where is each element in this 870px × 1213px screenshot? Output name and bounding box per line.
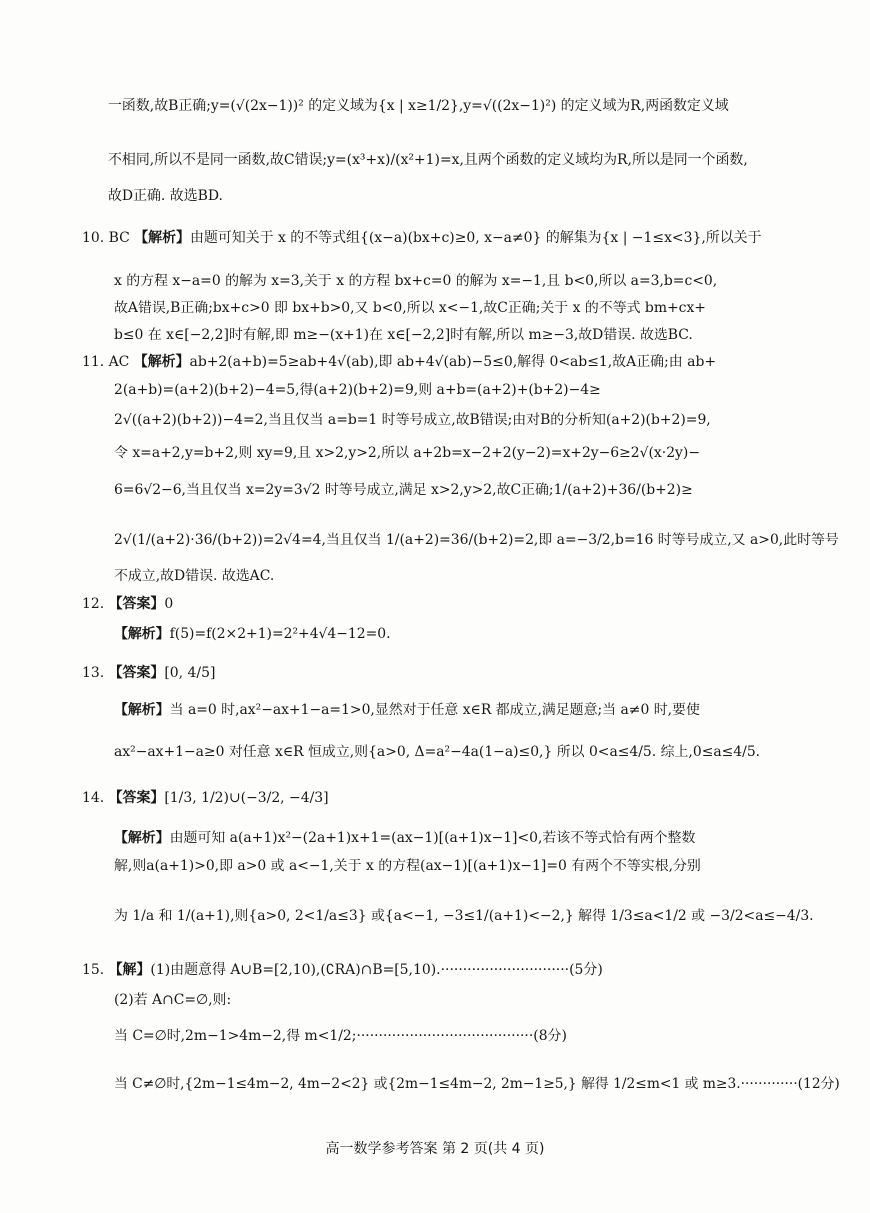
text-line bbox=[114, 1074, 840, 1094]
text-line bbox=[114, 298, 706, 318]
section-tag: 【解析】 bbox=[133, 354, 190, 370]
text-line bbox=[82, 228, 762, 248]
line-text: (1)由题意得 A∪B=[2,10),(∁RA)∩B=[5,10). bbox=[150, 962, 441, 978]
text-line bbox=[114, 624, 391, 644]
text-line bbox=[82, 788, 329, 808]
question-number: 14. bbox=[82, 790, 109, 806]
line-text: 2√(1/(a+2)·36/(b+2))=2√4=4,当且仅当 1/(a+2)=36/(b+2)=2,即 a=−3/2,b=16 时等号成立,又 a>0,此时等号 bbox=[114, 532, 839, 548]
section-tag: 【答案】 bbox=[108, 665, 165, 681]
text-line bbox=[114, 380, 601, 400]
text-line bbox=[114, 742, 760, 762]
text-line bbox=[114, 325, 693, 345]
text-line bbox=[114, 530, 839, 550]
text-line bbox=[114, 990, 231, 1010]
section-tag: 【解析】 bbox=[114, 626, 170, 642]
text-line bbox=[114, 856, 701, 876]
text-line bbox=[82, 352, 716, 372]
text-line bbox=[114, 828, 695, 848]
line-text: 故A错误,B正确;bx+c>0 即 bx+b>0,又 b<0,所以 x<−1,故C正确;关于 x 的不等式 bm+cx+ bbox=[114, 300, 706, 316]
question-number: 11. AC bbox=[82, 354, 134, 370]
line-text: 解,则a(a+1)>0,即 a>0 或 a<−1,关于 x 的方程(ax−1)[(a+1)x−1]=0 有两个不等实根,分别 bbox=[114, 858, 701, 874]
section-tag: 【解析】 bbox=[134, 230, 190, 246]
line-text: 由题可知关于 x 的不等式组{(x−a)(bx+c)≥0, x−a≠0} 的解集为{x | −1≤x<3},所以关于 bbox=[189, 230, 762, 246]
line-text: 由题可知 a(a+1)x²−(2a+1)x+1=(ax−1)[(a+1)x−1]<0,若该不等式恰有两个整数 bbox=[169, 830, 696, 846]
section-tag: 【解析】 bbox=[114, 702, 170, 718]
text-line bbox=[82, 960, 603, 980]
line-text: ax²−ax+1−a≥0 对任意 x∈R 恒成立,则{a>0, Δ=a²−4a(1−a)≤0,} 所以 0<a≤4/5. 综上,0≤a≤4/5. bbox=[114, 744, 761, 760]
line-text: 0 bbox=[164, 596, 174, 612]
line-text: x 的方程 x−a=0 的解为 x=3,关于 x 的方程 bx+c=0 的解为 x=−1,且 b<0,所以 a=3,b=c<0, bbox=[114, 273, 718, 289]
text-line bbox=[114, 410, 711, 430]
question-number: 13. bbox=[82, 665, 109, 681]
line-text: (2)若 A∩C=∅,则: bbox=[114, 992, 232, 1008]
text-line bbox=[114, 566, 274, 586]
text-line bbox=[114, 480, 693, 500]
line-text: 2(a+b)=(a+2)(b+2)−4=5,得(a+2)(b+2)=9,则 a+b=(a+2)+(b+2)−4≥ bbox=[114, 382, 601, 398]
question-number: 12. bbox=[82, 596, 109, 612]
line-text: 令 x=a+2,y=b+2,则 xy=9,且 x>2,y>2,所以 a+2b=x−2+2(y−2)=x+2y−6≥2√(x·2y)− bbox=[114, 445, 700, 461]
section-tag: 【答案】 bbox=[108, 790, 165, 806]
section-tag: 【答案】 bbox=[108, 596, 165, 612]
score-mark: (8分) bbox=[533, 1028, 567, 1044]
question-number: 15. bbox=[82, 962, 109, 978]
section-tag: 【解】 bbox=[108, 962, 151, 978]
text-line bbox=[108, 150, 748, 170]
line-text: 当 C=∅时,2m−1>4m−2,得 m<1/2; bbox=[114, 1028, 357, 1044]
line-text: 一函数,故B正确;y=(√(2x−1))² 的定义域为{x | x≥1/2},y=√((2x−1)²) 的定义域为R,两函数定义域 bbox=[108, 98, 729, 114]
leader-dots: ············· bbox=[740, 1076, 798, 1092]
score-mark: (5分) bbox=[569, 962, 603, 978]
leader-dots: ····························· bbox=[440, 962, 570, 978]
line-text: 故D正确. 故选BD. bbox=[108, 188, 223, 204]
line-text: 当 C≠∅时,{2m−1≤4m−2, 4m−2<2} 或{2m−1≤4m−2, 2m−1≥5,} 解得 1/2≤m<1 或 m≥3. bbox=[114, 1076, 741, 1092]
line-text: 不成立,故D错误. 故选AC. bbox=[114, 568, 275, 584]
line-text: 不相同,所以不是同一函数,故C错误;y=(x³+x)/(x²+1)=x,且两个函数的定义域均为R,所以是同一个函数, bbox=[108, 152, 748, 168]
text-line bbox=[114, 271, 717, 291]
text-line bbox=[114, 906, 814, 926]
line-text: 为 1/a 和 1/(a+1),则{a>0, 2<1/a≤3} 或{a<−1, −3≤1/(a+1)<−2,} 解得 1/3≤a<1/2 或 −3/2<a≤−4/3. bbox=[114, 908, 814, 924]
leader-dots: ········································ bbox=[356, 1028, 534, 1044]
text-line bbox=[114, 443, 700, 463]
line-text: f(5)=f(2×2+1)=2²+4√4−12=0. bbox=[169, 626, 391, 642]
section-tag: 【解析】 bbox=[114, 830, 170, 846]
text-line bbox=[82, 594, 173, 614]
text-line bbox=[114, 700, 700, 720]
score-mark: (12分) bbox=[797, 1076, 840, 1092]
line-text: [0, 4/5] bbox=[164, 665, 216, 681]
question-number: 10. BC bbox=[82, 230, 135, 246]
text-line bbox=[114, 1026, 567, 1046]
text-line bbox=[108, 96, 729, 116]
line-text: 2√((a+2)(b+2))−4=2,当且仅当 a=b=1 时等号成立,故B错误;由对B的分析知(a+2)(b+2)=9, bbox=[114, 412, 711, 428]
text-line bbox=[82, 663, 215, 683]
page-footer: 高一数学参考答案 第 2 页(共 4 页) bbox=[325, 1141, 545, 1157]
line-text: b≤0 在 x∈[−2,2]时有解,即 m≥−(x+1)在 x∈[−2,2]时有解,所以 m≥−3,故D错误. 故选BC. bbox=[114, 327, 693, 343]
line-text: [1/3, 1/2)∪(−3/2, −4/3] bbox=[164, 790, 329, 806]
text-line bbox=[108, 186, 223, 206]
line-text: 6=6√2−6,当且仅当 x=2y=3√2 时等号成立,满足 x>2,y>2,故C正确;1/(a+2)+36/(b+2)≥ bbox=[114, 482, 693, 498]
line-text: 当 a=0 时,ax²−ax+1−a=1>0,显然对于任意 x∈R 都成立,满足题意;当 a≠0 时,要使 bbox=[169, 702, 700, 718]
line-text: ab+2(a+b)=5≥ab+4√(ab),即 ab+4√(ab)−5≤0,解得 0<ab≤1,故A正确;由 ab+ bbox=[189, 354, 717, 370]
